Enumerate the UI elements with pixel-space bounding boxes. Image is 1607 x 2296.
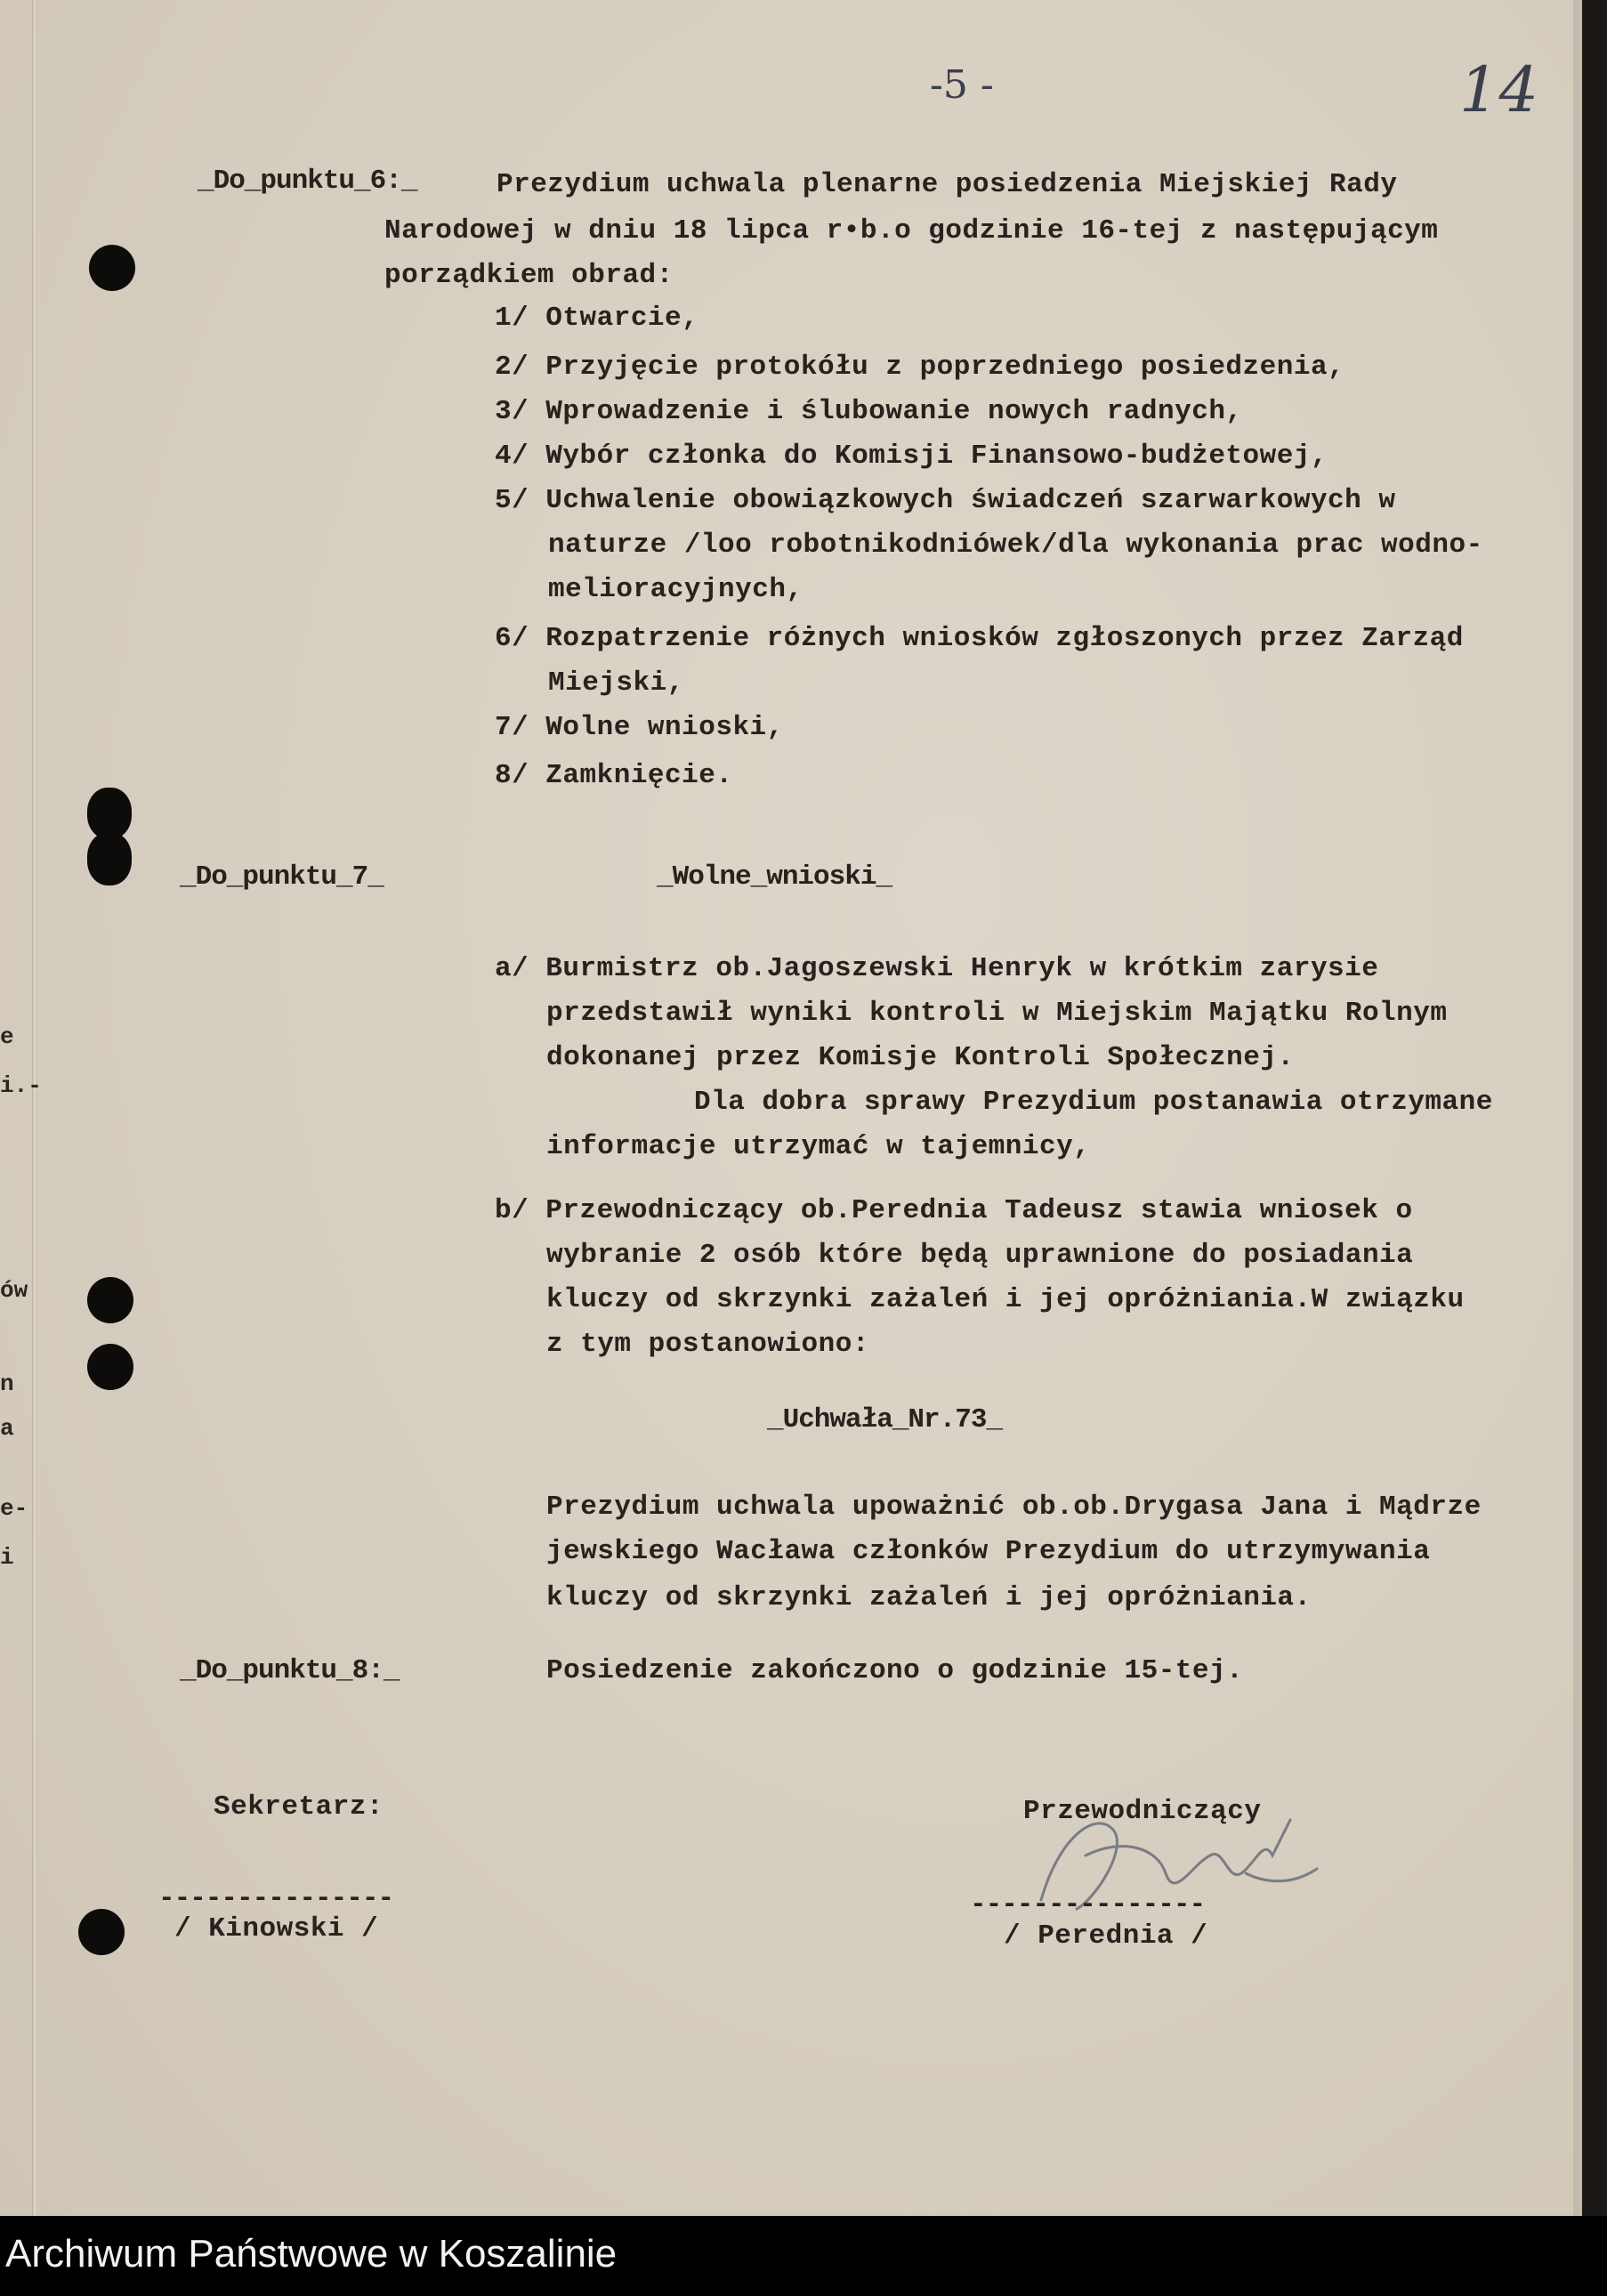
page-right-edge: [1573, 0, 1582, 2216]
page-mark: -5 -: [930, 62, 994, 108]
handwritten-page-number: 14: [1459, 53, 1539, 126]
point7-a-line: przedstawił wyniki kontroli w Miejskim Majątku Rolnym: [546, 998, 1448, 1029]
edge-fragment: i.-: [0, 1072, 42, 1099]
agenda-item: melioracyjnych,: [548, 574, 804, 605]
archive-footer: Archiwum Państwowe w Koszalinie: [5, 2232, 618, 2276]
agenda-item: 5/ Uchwalenie obowiązkowych świadczeń szarwarkowych w: [495, 485, 1396, 516]
point7-label: _Do_punktu_7_: [180, 861, 384, 893]
point7-title: _Wolne_wnioski_: [657, 861, 892, 893]
secretary-label: Sekretarz:: [214, 1791, 384, 1823]
chair-label: Przewodniczący: [1023, 1796, 1262, 1827]
point7-a-line: dokonanej przez Komisje Kontroli Społecznej.: [546, 1042, 1295, 1073]
page-fold: [32, 0, 37, 2216]
punch-hole: [87, 1344, 133, 1390]
edge-fragment: a: [0, 1415, 14, 1442]
point7-a-line: informacje utrzymać w tajemnicy,: [546, 1131, 1091, 1162]
edge-fragment: n: [0, 1370, 14, 1397]
agenda-item: 1/ Otwarcie,: [495, 303, 699, 334]
resolution-title: _Uchwała_Nr.73_: [767, 1404, 1003, 1435]
point7-a-line: a/ Burmistrz ob.Jagoszewski Henryk w krótkim zarysie: [495, 953, 1379, 984]
secretary-name: / Kinowski /: [174, 1913, 379, 1944]
edge-fragment: e-: [0, 1495, 28, 1522]
point6-line: Narodowej w dniu 18 lipca r•b.o godzinie 16-tej z następującym: [384, 215, 1439, 247]
point6-line: porządkiem obrad:: [384, 260, 674, 291]
point6-line: Prezydium uchwala plenarne posiedzenia Miejskiej Rady: [497, 169, 1398, 200]
punch-hole: [87, 832, 132, 885]
point7-b-line: b/ Przewodniczący ob.Perednia Tadeusz stawia wniosek o: [495, 1195, 1413, 1226]
agenda-item: naturze /loo robotnikodniówek/dla wykonania prac wodno-: [548, 530, 1483, 561]
agenda-item: 8/ Zamknięcie.: [495, 760, 733, 791]
secretary-signature-line: ---------------: [158, 1883, 394, 1914]
point7-a-line: Dla dobra sprawy Prezydium postanawia otrzymane: [694, 1087, 1493, 1118]
resolution-line: jewskiego Wacława członków Prezydium do utrzymywania: [546, 1536, 1431, 1567]
point7-b-line: wybranie 2 osób które będą uprawnione do posiadania: [546, 1240, 1414, 1271]
edge-fragment: e: [0, 1023, 14, 1050]
point7-b-line: z tym postanowiono:: [546, 1329, 869, 1360]
point6-label: _Do_punktu_6:_: [198, 166, 417, 197]
edge-fragment: i: [0, 1544, 14, 1571]
chair-signature-line: ---------------: [970, 1889, 1206, 1920]
agenda-item: 6/ Rozpatrzenie różnych wniosków zgłoszonych przez Zarząd: [495, 623, 1464, 654]
punch-hole: [87, 1277, 133, 1323]
resolution-line: kluczy od skrzynki zażaleń i jej opróżniania.: [546, 1582, 1312, 1613]
agenda-item: 7/ Wolne wnioski,: [495, 712, 784, 743]
agenda-item: 4/ Wybór członka do Komisji Finansowo-budżetowej,: [495, 441, 1328, 472]
point8-label: _Do_punktu_8:_: [180, 1655, 400, 1686]
agenda-item: Miejski,: [548, 667, 684, 699]
agenda-item: 3/ Wprowadzenie i ślubowanie nowych radnych,: [495, 396, 1243, 427]
resolution-line: Prezydium uchwala upoważnić ob.ob.Drygasa Jana i Mądrze: [546, 1492, 1482, 1523]
punch-hole: [78, 1909, 125, 1955]
point7-b-line: kluczy od skrzynki zażaleń i jej opróżniania.W związku: [546, 1284, 1465, 1315]
edge-fragment: ów: [0, 1277, 28, 1304]
point8-text: Posiedzenie zakończono o godzinie 15-tej.: [546, 1655, 1244, 1686]
punch-hole: [89, 245, 135, 291]
agenda-item: 2/ Przyjęcie protokółu z poprzedniego posiedzenia,: [495, 352, 1345, 383]
chair-name: / Perednia /: [1004, 1920, 1208, 1952]
